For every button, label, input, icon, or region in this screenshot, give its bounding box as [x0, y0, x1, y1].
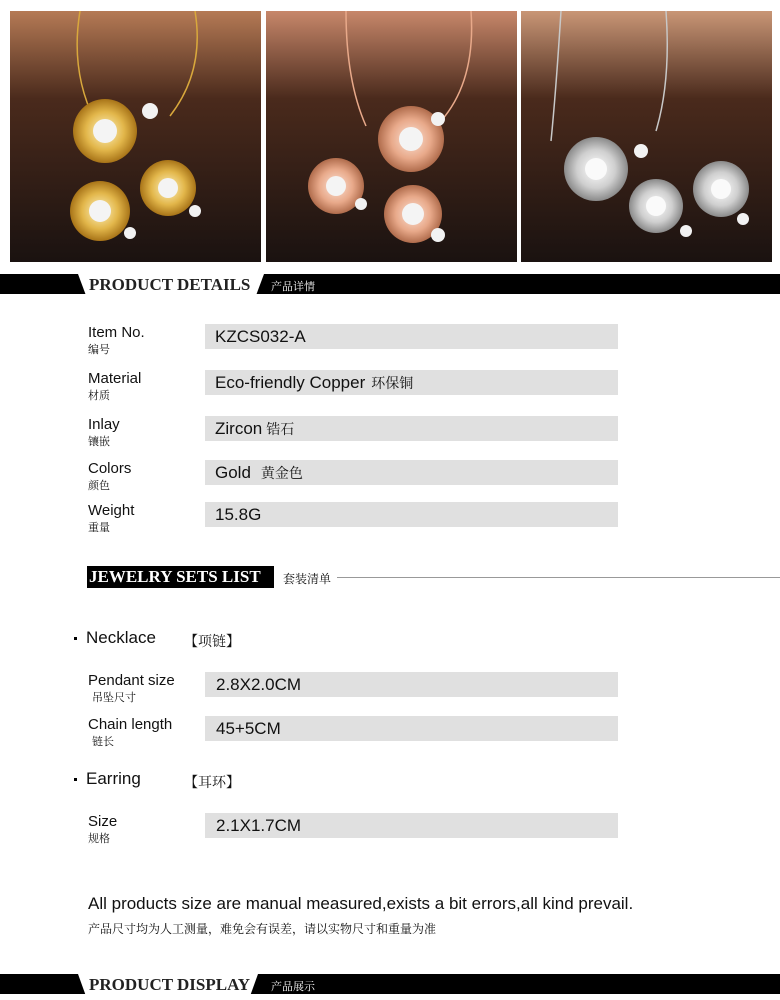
detail-value-box	[205, 324, 618, 349]
detail-label-cn: 颜色	[88, 480, 110, 492]
detail-value: Gold	[215, 463, 251, 482]
product-details-banner	[0, 274, 780, 294]
spec-value-box	[205, 672, 618, 697]
detail-value-box	[205, 370, 618, 395]
spec-label-cn: 规格	[88, 833, 110, 845]
product-details-subtitle: 产品详情	[271, 281, 315, 293]
earring-heading	[74, 769, 240, 790]
measurement-note-cn: 产品尺寸均为人工测量，难免会有误差，请以实物尺寸和重量为准	[88, 922, 437, 936]
spec-label-cn: 吊坠尺寸	[92, 692, 136, 704]
bullet-icon	[74, 637, 77, 640]
detail-label: Item No.	[88, 324, 145, 341]
detail-value: Zircon	[215, 419, 263, 438]
jewelry-sets-list-title: JEWELRY SETS LIST	[87, 566, 274, 588]
detail-label-cn: 镶嵌	[88, 436, 110, 448]
detail-label: Inlay	[88, 416, 120, 433]
earring-title-cn: 【耳环】	[184, 774, 240, 790]
detail-label-cn: 材质	[88, 390, 110, 402]
necklace-title: Necklace	[86, 628, 156, 647]
measurement-note: All products size are manual measured,exists a bit errors,all kind prevail.	[88, 894, 634, 913]
detail-value: Eco-friendly Copper	[215, 373, 366, 392]
product-display-banner	[0, 974, 780, 994]
detail-value-cn: 锆石	[266, 421, 295, 437]
spec-value-box	[205, 813, 618, 838]
earring-title: Earring	[86, 769, 141, 788]
detail-value: KZCS032-A	[215, 327, 306, 346]
jewelry-sets-list-subtitle: 套装清单	[283, 572, 332, 586]
detail-label-cn: 重量	[88, 522, 110, 534]
detail-value-box	[205, 416, 618, 441]
necklace-heading	[74, 628, 240, 649]
detail-value-box	[205, 460, 618, 485]
detail-label-cn: 编号	[88, 344, 110, 356]
product-details-title: PRODUCT DETAILS	[89, 275, 251, 294]
necklace-title-cn: 【项链】	[184, 633, 240, 649]
spec-label-cn: 链长	[92, 736, 114, 748]
detail-value: 15.8G	[215, 505, 262, 524]
product-display-subtitle: 产品展示	[271, 981, 315, 993]
spec-value: 2.1X1.7CM	[216, 816, 302, 835]
rose-gold-set-photo	[266, 11, 517, 262]
bullet-icon	[74, 778, 77, 781]
detail-value-box	[205, 502, 618, 527]
silver-set-photo	[521, 11, 772, 262]
product-photos	[10, 11, 772, 262]
product-display-title: PRODUCT DISPLAY	[89, 975, 251, 994]
spec-value-box	[205, 716, 618, 741]
spec-value: 45+5CM	[216, 719, 281, 738]
spec-label: Pendant size	[88, 672, 175, 689]
detail-value-cn: 环保铜	[371, 375, 414, 391]
detail-label: Material	[88, 370, 142, 387]
divider-line	[337, 577, 780, 578]
gold-set-photo	[10, 11, 261, 262]
detail-label: Colors	[88, 460, 132, 477]
spec-label: Chain length	[88, 716, 173, 733]
spec-value: 2.8X2.0CM	[216, 675, 302, 694]
spec-label: Size	[88, 813, 118, 830]
detail-value-cn: 黄金色	[260, 465, 303, 481]
detail-label: Weight	[88, 502, 135, 519]
